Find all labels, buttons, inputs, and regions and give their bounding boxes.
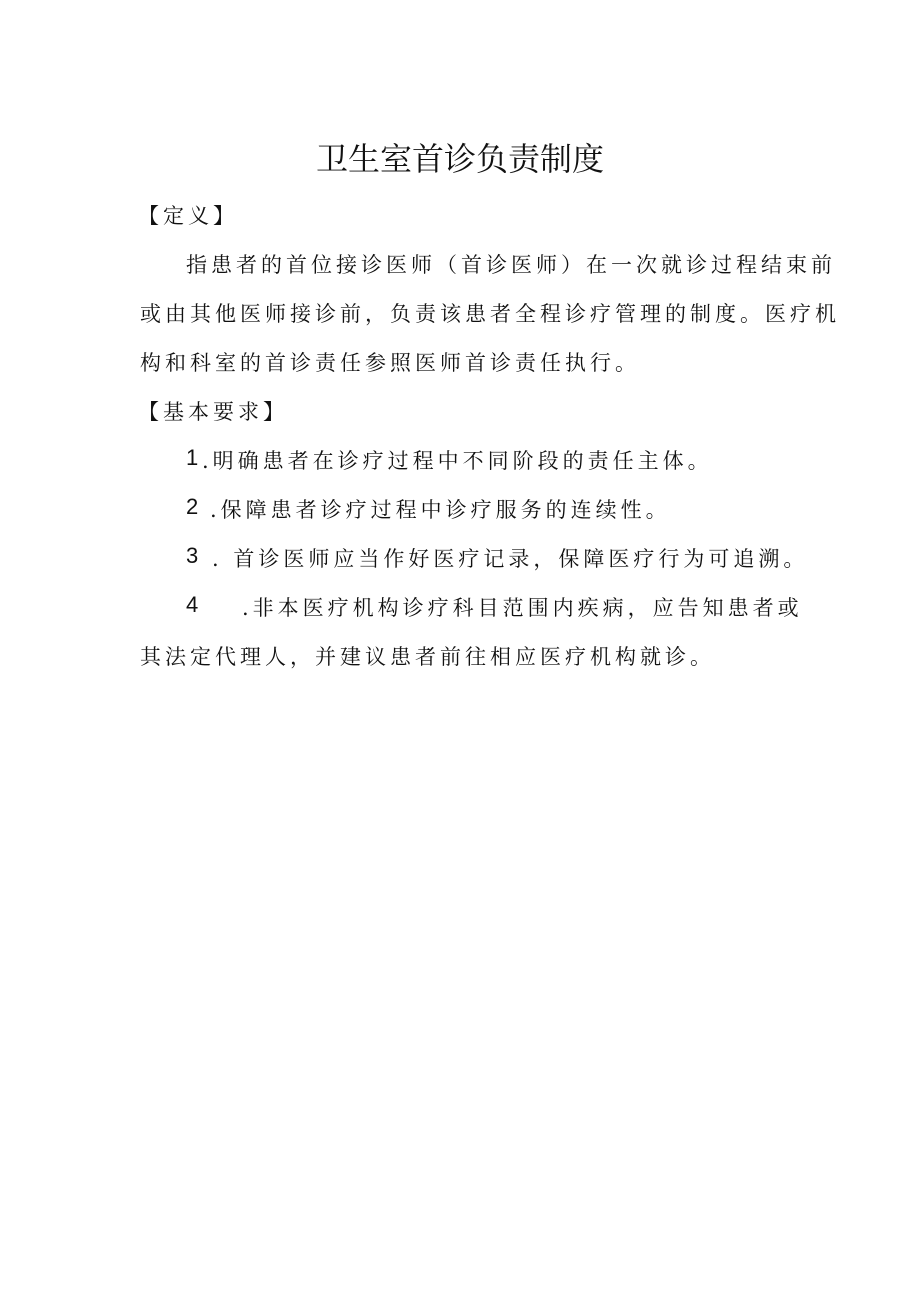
definition-line-3: 构和科室的首诊责任参照医师首诊责任执行。 — [140, 351, 640, 375]
requirement-text-4: .非本医疗机构诊疗科目范围内疾病，应告知患者或 — [242, 596, 803, 620]
page-title: 卫生室首诊负责制度 — [315, 140, 604, 178]
requirement-text-1: .明确患者在诊疗过程中不同阶段的责任主体。 — [202, 449, 713, 473]
requirement-number-3: 3 — [186, 543, 199, 568]
requirement-text-2: .保障患者诊疗过程中诊疗服务的连续性。 — [210, 498, 671, 522]
definition-line-2: 或由其他医师接诊前，负责该患者全程诊疗管理的制度。医疗机 — [140, 302, 840, 326]
definition-line-1: 指患者的首位接诊医师（首诊医师）在一次就诊过程结束前 — [186, 253, 836, 277]
requirement-number-2: 2 — [186, 494, 199, 519]
requirement-number-4: 4 — [186, 592, 199, 617]
requirements-heading: 【基本要求】 — [138, 400, 288, 424]
requirement-number-1: 1 — [186, 445, 199, 470]
requirement-text-4-continuation: 其法定代理人，并建议患者前往相应医疗机构就诊。 — [140, 645, 715, 669]
requirement-text-3: . 首诊医师应当作好医疗记录，保障医疗行为可追溯。 — [212, 547, 809, 571]
definition-heading: 【定义】 — [138, 204, 238, 228]
